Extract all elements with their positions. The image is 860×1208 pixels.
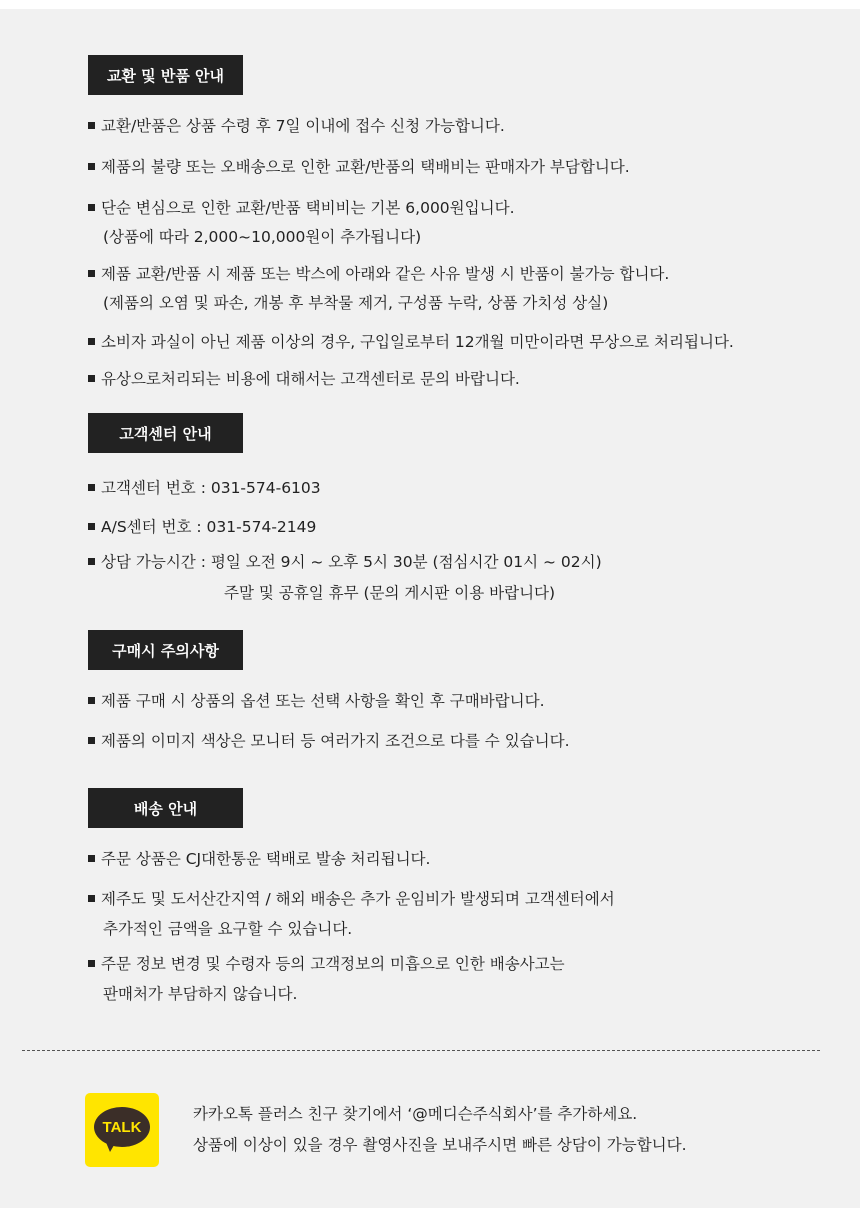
kakaotalk-logo-icon (85, 1093, 159, 1167)
speech-bubble-tail (105, 1140, 117, 1152)
bullet-icon (88, 697, 95, 704)
exchange-item (88, 198, 515, 218)
shipping-item-continuation: 추가적인 금액을 요구할 수 있습니다. (103, 920, 353, 938)
service-item-text: 고객센터 번호 : 031-574-6103 (101, 479, 321, 497)
bullet-icon (88, 122, 95, 129)
service-item (88, 517, 316, 537)
shipping-item (88, 889, 615, 909)
bullet-icon (88, 960, 95, 967)
dashed-divider (22, 1050, 820, 1051)
service-item-continuation: 주말 및 공휴일 휴무 (문의 게시판 이용 바랍니다) (224, 584, 556, 602)
bullet-icon (88, 895, 95, 902)
shipping-item (88, 849, 430, 869)
exchange-item (88, 369, 520, 389)
purchase-item (88, 731, 570, 751)
shipping-section-header: 배송 안내 (88, 788, 243, 828)
exchange-item (88, 116, 505, 136)
bullet-icon (88, 558, 95, 565)
service-item-text: A/S센터 번호 : 031-574-2149 (101, 518, 317, 536)
bullet-icon (88, 270, 95, 277)
bullet-icon (88, 855, 95, 862)
exchange-item-text: 단순 변심으로 인한 교환/반품 택비비는 기본 6,000원입니다. (101, 199, 515, 217)
shipping-item-continuation: 판매처가 부담하지 않습니다. (103, 985, 298, 1003)
bullet-icon (88, 375, 95, 382)
exchange-item (88, 157, 630, 177)
shipping-item-text: 제주도 및 도서산간지역 / 해외 배송은 추가 운임비가 발생되며 고객센터에서 (101, 890, 615, 908)
bullet-icon (88, 737, 95, 744)
exchange-item (88, 332, 734, 352)
purchase-item-text: 제품 구매 시 상품의 옵션 또는 선택 사항을 확인 후 구매바랍니다. (101, 692, 545, 710)
exchange-item (88, 264, 669, 284)
bullet-icon (88, 484, 95, 491)
shipping-item-text: 주문 상품은 CJ대한통운 택배로 발송 처리됩니다. (101, 850, 431, 868)
service-item-text: 상담 가능시간 : 평일 오전 9시 ~ 오후 5시 30분 (점심시간 01시 ~ 02시) (101, 553, 602, 571)
service-item (88, 478, 321, 498)
bullet-icon (88, 204, 95, 211)
exchange-section-header: 교환 및 반품 안내 (88, 55, 243, 95)
bullet-icon (88, 523, 95, 530)
bullet-icon (88, 163, 95, 170)
service-section-header: 고객센터 안내 (88, 413, 243, 453)
purchase-section-header: 구매시 주의사항 (88, 630, 243, 670)
exchange-item-continuation: (상품에 따라 2,000~10,000원이 추가됩니다) (103, 228, 422, 246)
service-item (88, 552, 602, 572)
purchase-item (88, 691, 545, 711)
shipping-item-text: 주문 정보 변경 및 수령자 등의 고객정보의 미흡으로 인한 배송사고는 (101, 955, 565, 973)
exchange-item-text: 교환/반품은 상품 수령 후 7일 이내에 접수 신청 가능합니다. (101, 117, 505, 135)
exchange-item-continuation: (제품의 오염 및 파손, 개봉 후 부착물 제거, 구성품 누락, 상품 가치성 상실) (103, 294, 609, 312)
exchange-item-text: 제품의 불량 또는 오배송으로 인한 교환/반품의 택배비는 판매자가 부담합니다. (101, 158, 630, 176)
kakao-info-line-1: 카카오톡 플러스 친구 찾기에서 ‘@메디슨주식회사’를 추가하세요. (193, 1105, 638, 1123)
exchange-item-text: 소비자 과실이 아닌 제품 이상의 경우, 구입일로부터 12개월 미만이라면 무상으로 처리됩니다. (101, 333, 734, 351)
exchange-item-text: 유상으로처리되는 비용에 대해서는 고객센터로 문의 바랍니다. (101, 370, 520, 388)
bullet-icon (88, 338, 95, 345)
purchase-item-text: 제품의 이미지 색상은 모니터 등 여러가지 조건으로 다를 수 있습니다. (101, 732, 570, 750)
exchange-item-text: 제품 교환/반품 시 제품 또는 박스에 아래와 같은 사유 발생 시 반품이 불가능 합니다. (101, 265, 670, 283)
kakaotalk-logo-text: TALK (102, 1119, 142, 1136)
top-strip (0, 0, 860, 9)
kakao-info-line-2: 상품에 이상이 있을 경우 촬영사진을 보내주시면 빠른 상담이 가능합니다. (193, 1136, 687, 1154)
shipping-item (88, 954, 565, 974)
